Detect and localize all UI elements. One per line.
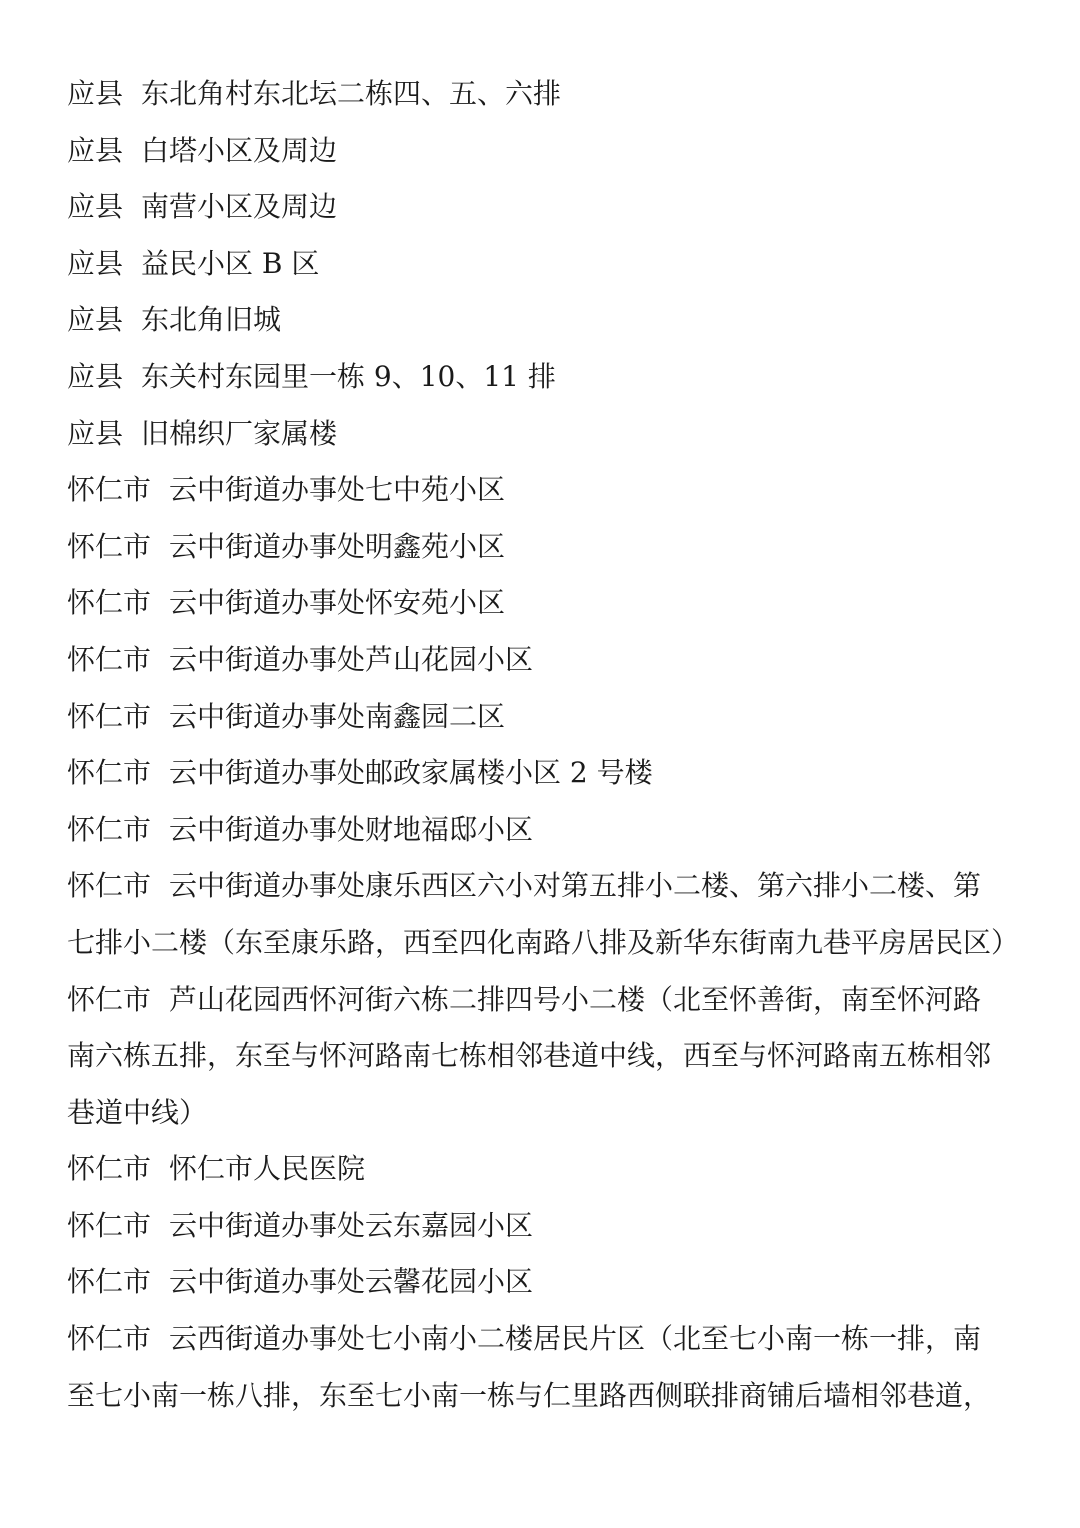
document-body — [67, 66, 1027, 1424]
entry-text: 怀仁市人民医院 — [169, 1152, 366, 1186]
entry-line — [67, 123, 1027, 180]
entry-continuation-line — [67, 915, 1027, 972]
entry-text: 至七小南一栋八排，东至七小南一栋与仁里路西侧联排商铺后墙相邻巷道， — [67, 1378, 992, 1412]
entry-text: 旧棉织厂家属楼 — [141, 416, 338, 450]
entry-place: 应县 — [67, 246, 124, 280]
entry-place: 怀仁市 — [67, 1208, 152, 1242]
entry-continuation-line — [67, 1028, 1027, 1085]
entry-text: 云中街道办事处财地福邸小区 — [169, 812, 534, 846]
entry-line — [67, 802, 1027, 859]
entry-line — [67, 858, 1027, 915]
entry-text: 云中街道办事处南鑫园二区 — [169, 699, 506, 733]
entry-text: 南营小区及周边 — [141, 190, 338, 224]
entry-place: 怀仁市 — [67, 699, 152, 733]
entry-line — [67, 632, 1027, 689]
entry-text: 云中街道办事处云东嘉园小区 — [169, 1208, 534, 1242]
entry-line — [67, 236, 1027, 293]
entry-line — [67, 349, 1027, 406]
entry-place: 应县 — [67, 359, 124, 393]
entry-line — [67, 1254, 1027, 1311]
entry-text: 巷道中线） — [67, 1095, 208, 1129]
entry-continuation-line — [67, 1368, 1027, 1425]
entry-line — [67, 66, 1027, 123]
entry-place: 应县 — [67, 77, 124, 110]
entry-line — [67, 406, 1027, 463]
entry-place: 怀仁市 — [67, 586, 152, 620]
entry-place: 怀仁市 — [67, 869, 152, 903]
entry-text: 白塔小区及周边 — [141, 133, 338, 167]
entry-line — [67, 1198, 1027, 1255]
entry-place: 怀仁市 — [67, 1152, 152, 1186]
entry-text: 云中街道办事处邮政家属楼小区 2 号楼 — [169, 756, 653, 790]
entry-line — [67, 972, 1027, 1029]
entry-line — [67, 292, 1027, 349]
entry-place: 怀仁市 — [67, 529, 152, 563]
entry-place: 怀仁市 — [67, 812, 152, 846]
entry-line — [67, 689, 1027, 746]
entry-line — [67, 519, 1027, 576]
entry-place: 应县 — [67, 303, 124, 337]
entry-place: 应县 — [67, 133, 124, 167]
entry-text: 七排小二楼（东至康乐路，西至四化南路八排及新华东街南九巷平房居民区） — [67, 925, 1020, 959]
entry-text: 云中街道办事处康乐西区六小对第五排小二楼、第六排小二楼、第 — [169, 869, 982, 903]
entry-text: 云中街道办事处明鑫苑小区 — [169, 529, 506, 563]
entry-place: 怀仁市 — [67, 642, 152, 676]
entry-text: 东北角旧城 — [141, 303, 282, 337]
entry-text: 云中街道办事处云馨花园小区 — [169, 1265, 534, 1299]
entry-line — [67, 1141, 1027, 1198]
entry-place: 应县 — [67, 416, 124, 450]
entry-text: 南六栋五排，东至与怀河路南七栋相邻巷道中线，西至与怀河路南五栋相邻 — [67, 1039, 992, 1073]
entry-line — [67, 575, 1027, 632]
entry-text: 东北角村东北坛二栋四、五、六排 — [141, 77, 562, 110]
entry-place: 怀仁市 — [67, 473, 152, 507]
entry-place: 怀仁市 — [67, 1322, 152, 1356]
entry-text: 东关村东园里一栋 9、10、11 排 — [141, 359, 556, 393]
entry-continuation-line — [67, 1085, 1027, 1142]
entry-place: 怀仁市 — [67, 756, 152, 790]
entry-text: 云中街道办事处七中苑小区 — [169, 473, 506, 507]
entry-text: 芦山花园西怀河街六栋二排四号小二楼（北至怀善街，南至怀河路 — [169, 982, 982, 1016]
entry-text: 云中街道办事处怀安苑小区 — [169, 586, 506, 620]
entry-line — [67, 462, 1027, 519]
entry-text: 云中街道办事处芦山花园小区 — [169, 642, 534, 676]
entry-text: 益民小区 B 区 — [141, 246, 320, 280]
entry-place: 应县 — [67, 190, 124, 224]
entry-place: 怀仁市 — [67, 982, 152, 1016]
entry-line — [67, 1311, 1027, 1368]
entry-line — [67, 179, 1027, 236]
entry-text: 云西街道办事处七小南小二楼居民片区（北至七小南一栋一排，南 — [169, 1322, 982, 1356]
entry-line — [67, 745, 1027, 802]
entry-place: 怀仁市 — [67, 1265, 152, 1299]
